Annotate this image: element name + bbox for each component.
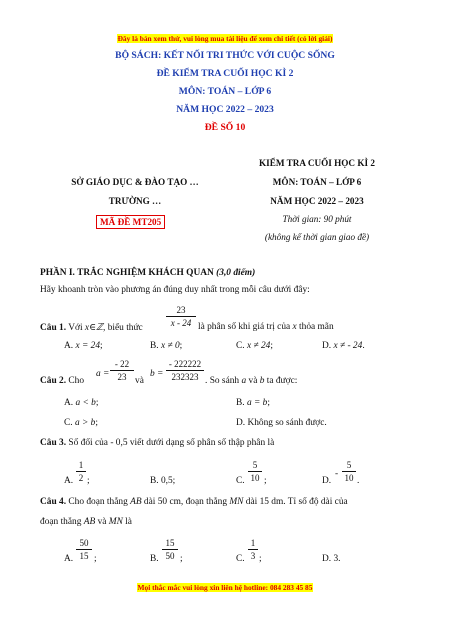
q4-mn-2: MN (108, 517, 123, 527)
top-banner-row (0, 28, 450, 46)
q4-c-num: 1 (250, 538, 256, 548)
fraction-bar (248, 471, 262, 472)
q3-d-sep: . (357, 476, 360, 486)
right-header-note: (không kể thời gian giao đề) (264, 232, 370, 242)
fraction-bar (166, 370, 204, 371)
q2-option-d[interactable] (236, 418, 327, 428)
q3-option-c-fraction (248, 460, 262, 483)
q4-len-2: 15 dm (259, 497, 284, 507)
q3-option-c-letter[interactable]: C. (236, 476, 245, 486)
part1-instruction: Hãy khoanh tròn vào phương án đúng duy nhất trong mỗi câu dưới đây: (40, 285, 310, 295)
q4-option-d[interactable]: D. 3. (322, 554, 341, 564)
right-header-time: Thời gian: 90 phút (282, 214, 352, 224)
q4-option-c-letter[interactable]: C. (236, 554, 245, 564)
option-letter: D. (322, 554, 332, 564)
q4-c-den: 3 (250, 551, 256, 561)
q2-a-lhs: a = (96, 369, 110, 379)
q1-frac-den: x - 24 (170, 318, 192, 328)
exam-code: MÃ ĐỀ MT205 (96, 215, 165, 229)
q4-b-den: 50 (165, 551, 175, 561)
q2-option-a[interactable]: A. a < b; (64, 398, 99, 408)
q3-d-sign: - (335, 469, 339, 479)
q3-d-num: 5 (346, 460, 352, 470)
right-header-subject: MÔN: TOÁN – LỚP 6 (272, 177, 362, 187)
q3-text-2: viết dưới dạng số phân số thập phân là (129, 438, 275, 448)
q4-b-sep: ; (180, 554, 183, 564)
q4-text-8: là (125, 517, 132, 527)
q4-c-sep: ; (259, 554, 262, 564)
q3-a-num: 1 (78, 460, 84, 470)
option-letter: D. (236, 418, 246, 428)
bottom-banner: Mọi thắc mắc vui lòng xin liên hệ hotline: 084 283 45 85 (137, 583, 313, 592)
q1-label: Câu 1. (40, 323, 67, 333)
q3-option-b[interactable]: B. 0,5; (150, 476, 176, 486)
q3-c-num: 5 (252, 460, 258, 470)
q4-text-3: , đoạn thẳng (180, 497, 228, 507)
q4-ab-2: AB (83, 517, 96, 527)
q4-a-den: 15 (79, 551, 89, 561)
q3-label: Câu 3. (40, 438, 67, 448)
fraction-bar (76, 471, 86, 472)
q1-frac-num: 23 (176, 305, 186, 315)
q1-c-value: x ≠ 24 (246, 341, 271, 351)
q3-b-value: 0,5 (160, 476, 173, 486)
school-name: TRƯỜNG … (108, 196, 162, 206)
q1-text-2: , biểu thức (103, 323, 143, 333)
q2-text-1: Cho (68, 376, 85, 386)
q3-c-sep: ; (264, 476, 267, 486)
q2-b-fraction (166, 359, 204, 382)
q1-text-4: thỏa mãn (299, 322, 334, 332)
q2-option-c[interactable]: C. a > b; (64, 418, 98, 428)
option-letter: B. (150, 476, 159, 486)
option-letter: A. (64, 341, 74, 351)
q2-label: Câu 2. (40, 376, 67, 386)
q4-stem-2 (40, 517, 132, 527)
q1-option-c[interactable]: C. x ≠ 24; (236, 341, 273, 351)
right-header-exam: KIỂM TRA CUỐI HỌC KÌ 2 (259, 158, 375, 168)
q3-option-d-fraction (342, 460, 356, 483)
q4-text-4: dài (245, 497, 258, 507)
title-year: NĂM HỌC 2022 – 2023 (176, 104, 274, 115)
part1-heading (40, 268, 255, 278)
q4-stem (40, 497, 348, 507)
q3-c-den: 10 (250, 473, 260, 483)
q2-and: và (135, 376, 144, 386)
q4-a-sep: ; (94, 554, 97, 564)
q1-b-value: x ≠ 0 (160, 341, 180, 351)
part1-points: (3,0 điểm) (216, 268, 256, 278)
q2-text-3: . So sánh (205, 376, 240, 386)
dept-name: SỞ GIÁO DỤC & ĐÀO TẠO … (71, 177, 199, 187)
q3-option-a-fraction (76, 460, 86, 483)
top-banner: Đây là bản xem thử, vui lòng mua tài liệu để xem chi tiết (có lời giải) (117, 34, 333, 43)
q1-var: x (292, 322, 297, 332)
q1-option-b[interactable]: B. x ≠ 0; (150, 341, 183, 351)
option-letter: C. (236, 341, 245, 351)
q2-b-num: - 222222 (168, 359, 202, 369)
q1-condition: x∈ℤ (84, 323, 104, 333)
q3-a-sep: ; (87, 476, 90, 486)
fraction-bar (342, 471, 356, 472)
q4-option-a-letter[interactable]: A. (64, 554, 74, 564)
title-exam-number: ĐỀ SỐ 10 (204, 122, 246, 133)
q2-var-b: b (259, 376, 265, 386)
option-letter: C. (64, 418, 73, 428)
option-letter: D. (322, 341, 332, 351)
q1-fraction (166, 305, 196, 328)
q3-d-den: 10 (344, 473, 354, 483)
exam-code-box (96, 212, 165, 230)
title-book: BỘ SÁCH: KẾT NỐI TRI THỨC VỚI CUỘC SỐNG (115, 50, 335, 61)
q4-ab: AB (130, 497, 142, 507)
q2-d-value: Không so sánh được. (247, 418, 327, 428)
q4-option-b-fraction (162, 538, 178, 561)
q1-stem (40, 322, 143, 333)
q2-a-den: 23 (117, 372, 127, 382)
q1-d-value: x ≠ - 24 (333, 341, 363, 351)
q2-b-value: a = b (246, 398, 268, 408)
q2-a-num: - 22 (114, 359, 130, 369)
q4-text-1: Cho đoạn thẳng (68, 497, 128, 507)
q3-value: - 0,5 (110, 438, 128, 448)
q1-a-value: x = 24 (75, 341, 101, 351)
q2-stem (40, 376, 84, 386)
q1-option-a[interactable]: A. x = 24; (64, 341, 103, 351)
q4-a-num: 50 (79, 538, 89, 548)
part1-title: PHẦN I. TRẮC NGHIỆM KHÁCH QUAN (40, 268, 214, 278)
q4-option-c-fraction (248, 538, 258, 561)
q3-a-den: 2 (78, 473, 84, 483)
q1-text-1: Với (68, 323, 83, 333)
q2-a-fraction (110, 359, 134, 382)
fraction-bar (110, 370, 134, 371)
q2-stem-2 (205, 376, 297, 386)
fraction-bar (162, 549, 178, 550)
q4-len-1: 50 cm (157, 497, 181, 507)
q2-b-den: 232323 (171, 372, 199, 382)
q4-d-value: 3 (333, 554, 339, 564)
q3-stem (40, 438, 274, 448)
q2-var-a: a (241, 376, 247, 386)
q4-text-5: . Tỉ số độ dài của (283, 497, 348, 507)
q2-a-value: a < b (75, 398, 96, 408)
q2-text-5: ta được: (266, 376, 298, 386)
q4-text-7: và (97, 517, 107, 527)
title-exam: ĐỀ KIỂM TRA CUỐI HỌC KÌ 2 (156, 68, 294, 79)
title-subject: MÔN: TOÁN – LỚP 6 (178, 86, 272, 97)
q4-mn: MN (229, 497, 244, 507)
q4-text-6: đoạn thẳng (40, 517, 82, 527)
q4-b-num: 15 (165, 538, 175, 548)
right-header-year: NĂM HỌC 2022 – 2023 (270, 196, 364, 206)
q3-option-a-letter[interactable]: A. (64, 476, 74, 486)
q1-stem-2 (198, 322, 334, 332)
q1-option-d[interactable]: D. x ≠ - 24. (322, 341, 365, 351)
q2-text-4: và (248, 376, 258, 386)
option-letter: B. (236, 398, 245, 408)
q4-option-a-fraction (76, 538, 92, 561)
q1-text-3: là phân số khi giá trị của (198, 322, 291, 332)
bottom-banner-row (0, 577, 450, 595)
q4-option-b-letter[interactable]: B. (150, 554, 159, 564)
q3-text-1: Số đối của (68, 438, 108, 448)
q2-option-b[interactable]: B. a = b; (236, 398, 270, 408)
option-letter: B. (150, 341, 159, 351)
fraction-bar (76, 549, 92, 550)
fraction-bar (248, 549, 258, 550)
fraction-bar (166, 316, 196, 317)
q4-label: Câu 4. (40, 497, 67, 507)
q4-text-2: dài (143, 497, 156, 507)
option-letter: A. (64, 398, 74, 408)
q3-option-d-letter[interactable]: D. (322, 476, 332, 486)
q2-b-lhs: b = (150, 369, 164, 379)
q2-c-value: a > b (74, 418, 96, 428)
